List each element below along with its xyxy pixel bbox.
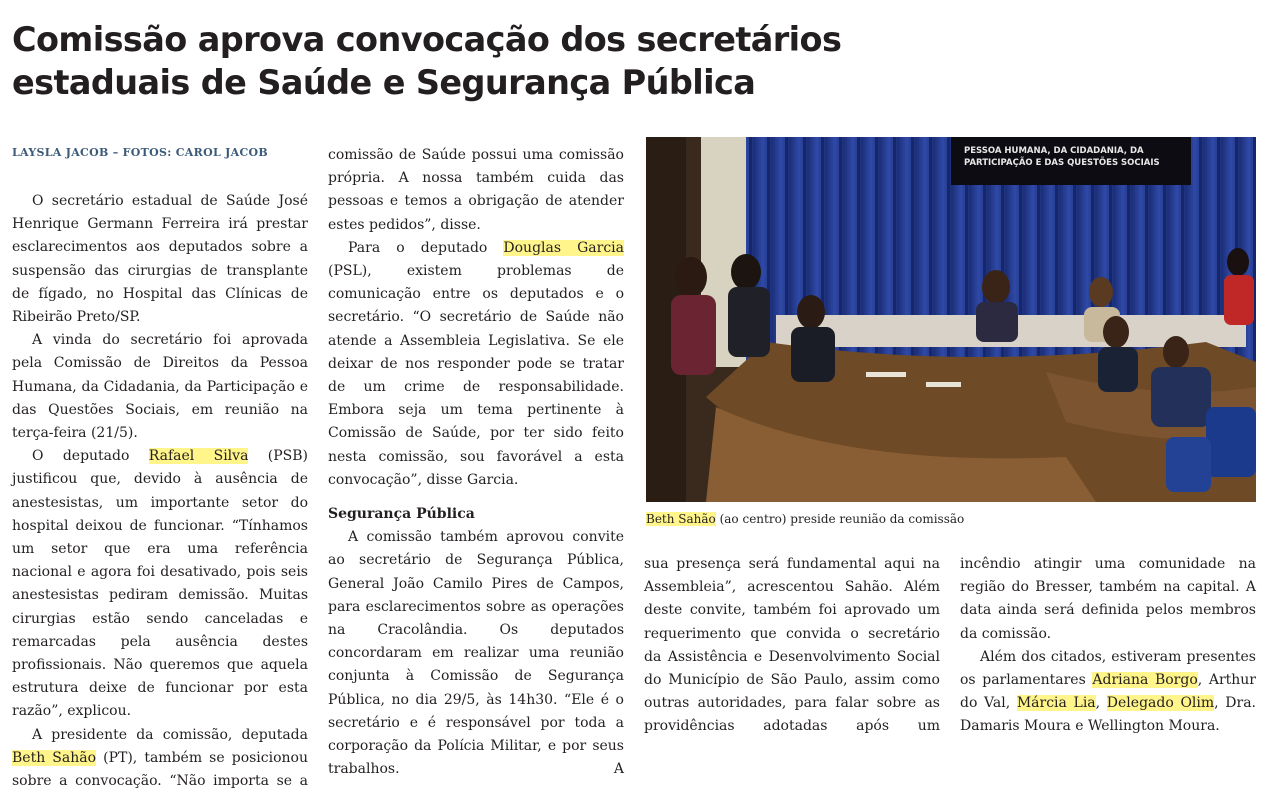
text-column-2 — [328, 144, 624, 781]
highlighted-name: Douglas Garcia — [503, 239, 625, 256]
highlighted-name: Delegado Olim — [1106, 695, 1215, 712]
meeting-photo-illustration — [646, 137, 1256, 502]
text-run: , — [1095, 695, 1107, 712]
article-headline — [12, 18, 892, 104]
paragraph: incêndio atingir uma comunidade na região do Bresser, também na capital. A data ainda será definida pelos membros da comissão. — [960, 556, 1256, 642]
headline-line-1: Comissão aprova convocação dos secretários — [12, 20, 842, 59]
photo-caption — [646, 512, 964, 526]
highlighted-name: Rafael Silva — [148, 448, 249, 465]
paragraph: A vinda do secretário foi aprovada pela Comissão de Direitos da Pessoa Humana, da Cidadania, da Participação e das Questões Sociais, em reunião na terça-feira (21/5). — [12, 332, 308, 442]
text-run: Além dos citados, estiveram presentes os parlamentares — [960, 648, 1256, 689]
caption-highlight: Beth Sahão — [646, 512, 716, 526]
text-run: (PSB) justificou que, devido à ausência de anestesistas, um importante setor do hospital deixou de funcionar. “Tínhamos um setor que era uma referência nacional e agora foi desativado, pois seis anestesistas pediram demissão. Muitas cirurgias estão sendo canceladas e remarcadas pela ausência destes profissionais. Não queremos que aquela estrutura deixe de funcionar por esta razão”, explicou. — [12, 448, 308, 720]
text-run: (PSL), existem problemas de comunicação entre os deputados e o secretário. “O secretário de Saúde não atende a Assembleia Legislativa. Se ele deixar de nos responder pode se tratar de um crime de responsabilidade. Embora seja um tema pertinente à Comissão de Saúde, por ter sido feito nesta comissão, sou favorável a esta convocação”, disse Garcia. — [328, 263, 624, 488]
headline-line-2: estaduais de Saúde e Segurança Pública — [12, 63, 756, 102]
text-run: Para o deputado — [348, 239, 504, 256]
highlighted-name: Márcia Lia — [1016, 695, 1096, 712]
paragraph: comissão de Saúde possui uma comissão própria. A nossa também cuida das pessoas e temos a obrigação de atender estes pedidos”, disse. — [328, 147, 624, 233]
paragraph: sua presença será fundamental aqui na Assembleia”, acrescentou Sahão. Além deste convite, também foi aprovado um requerimento que convida o secretário da Assistência e Desenvolvimento Social do Município de São Paulo, assim como outras autoridades, para falar sobre as providências adotadas após um — [644, 556, 940, 735]
text-column-4 — [960, 553, 1256, 739]
paragraph: A comissão também aprovou convite ao secretário de Segurança Pública, General João Camilo Pires de Campos, para esclarecimentos sobre as operações na Cracolândia. Os deputados concordaram em realizar uma reunião conjunta à Comissão de Segurança Pública, no dia 29/5, às 14h30. “Ele é o secretário e é responsável por toda a corporação da Polícia Militar, e por seus trabalhos. A — [328, 529, 624, 778]
meeting-photo — [646, 137, 1256, 502]
text-run: (PT), também se posicionou sobre a convocação. “Não importa se a — [12, 749, 308, 790]
text-run: , Arthur do Val, — [960, 672, 1256, 712]
text-column-3 — [644, 553, 940, 739]
byline: LAYSLA JACOB – FOTOS: CAROL JACOB — [12, 146, 268, 159]
highlighted-name: Beth Sahão — [12, 749, 97, 766]
paragraph — [12, 445, 308, 723]
paragraph — [12, 724, 308, 793]
screen-text-1: PESSOA HUMANA, DA CIDADANIA, DA — [964, 146, 1144, 156]
paragraph: O secretário estadual de Saúde José Henrique Germann Ferreira irá prestar esclarecimentos aos deputados sobre a suspensão das cirurgias de transplante de fígado, no Hospital das Clínicas de Ribeirão Preto/SP. — [12, 193, 308, 326]
paragraph — [328, 237, 624, 492]
screen-text-2: PARTICIPAÇÃO E DAS QUESTÕES SOCIAIS — [964, 158, 1160, 168]
text-run: , Dra. Damaris Moura e Wellington Moura. — [960, 695, 1256, 735]
text-run: A presidente da comissão, deputada — [32, 726, 308, 743]
highlighted-name: Adriana Borgo — [1092, 672, 1198, 689]
text-run: O deputado — [32, 448, 149, 465]
paragraph — [960, 646, 1256, 739]
text-column-1 — [12, 190, 308, 793]
subheading: Segurança Pública — [328, 506, 475, 523]
caption-text: (ao centro) preside reunião da comissão — [715, 512, 965, 526]
